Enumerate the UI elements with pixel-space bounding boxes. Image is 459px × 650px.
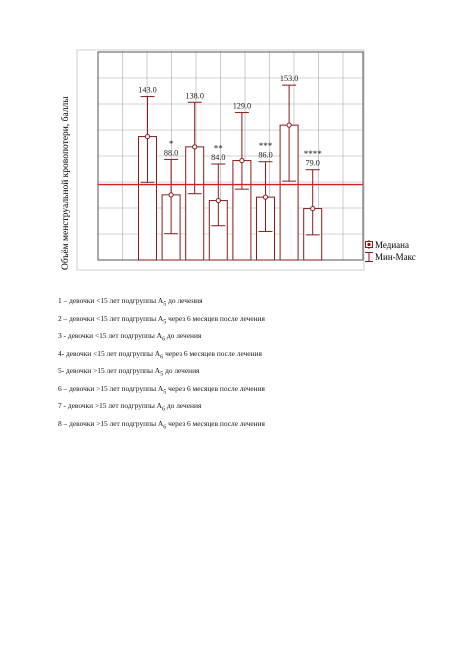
- median-marker-5: [240, 158, 244, 162]
- max-value-label-7: 153.0: [279, 74, 299, 84]
- note-text-tail: через 6 месяцев после лечения: [166, 313, 265, 323]
- note-line-8: [58, 417, 448, 435]
- max-value-label-3: 138.0: [185, 91, 204, 101]
- note-text-tail: через 6 месяцев после лечения: [166, 418, 265, 428]
- median-marker-3: [193, 145, 197, 149]
- max-value-label-5: 129.0: [232, 101, 252, 111]
- note-text: 8 – девочки >15 лет подгруппы А: [58, 418, 164, 428]
- note-text-tail: до лечения: [165, 331, 202, 341]
- note-line-3: [58, 329, 448, 347]
- median-marker-4: [216, 198, 220, 202]
- note-line-6: [58, 382, 448, 400]
- note-subscript: 5: [163, 301, 167, 308]
- note-text-tail: до лечения: [163, 366, 200, 376]
- note-text-tail: через 6 месяцев после лечения: [166, 383, 265, 393]
- median-marker-2: [169, 193, 173, 197]
- significance-mark-2: *: [168, 138, 174, 149]
- significance-mark-4: **: [213, 143, 223, 154]
- note-text: 2 – девочки <15 лет подгруппы А: [58, 313, 164, 323]
- note-text: 1 – девочки <15 лет подгруппы А: [58, 296, 164, 305]
- note-line-4: [58, 347, 448, 365]
- note-text: 7 - девочки >15 лет подгруппы А: [58, 401, 162, 411]
- legend-median-dot-icon: [367, 243, 370, 246]
- note-line-1: [58, 294, 448, 312]
- note-subscript: 6: [161, 406, 166, 413]
- group-notes: [58, 294, 448, 435]
- note-text: 5- девочки >15 лет подгруппы А: [58, 366, 161, 376]
- note-line-5: [58, 364, 448, 382]
- note-subscript: 5: [160, 371, 164, 378]
- note-subscript: 6: [160, 354, 164, 361]
- max-value-label-4: 84.0: [211, 153, 226, 162]
- max-value-label-6: 86.0: [258, 150, 273, 160]
- significance-mark-6: ***: [258, 141, 273, 152]
- note-text: 4- девочки <15 лет подгруппы А: [58, 348, 161, 358]
- median-marker-6: [263, 195, 267, 199]
- note-subscript: 5: [163, 389, 167, 396]
- note-text-tail: до лечения: [166, 296, 203, 305]
- note-subscript: 6: [161, 336, 166, 343]
- max-value-label-8: 79.0: [305, 158, 320, 168]
- significance-mark-8: ****: [303, 149, 322, 160]
- note-text-tail: до лечения: [165, 401, 202, 411]
- note-text-tail: через 6 месяцев после лечения: [163, 348, 262, 358]
- note-line-2: [58, 312, 448, 330]
- y-axis-label: Объём менструальной кровопотери, баллы: [61, 96, 71, 270]
- note-subscript: 6: [163, 424, 167, 431]
- median-marker-8: [311, 206, 315, 210]
- max-value-label-2: 88.0: [163, 148, 179, 158]
- median-marker-1: [145, 134, 149, 138]
- legend: [365, 240, 416, 262]
- note-text: 3 - девочки <15 лет подгруппы А: [58, 331, 162, 341]
- max-value-label-1: 143.0: [138, 85, 157, 95]
- median-marker-7: [287, 123, 291, 127]
- note-text: 6 – девочки >15 лет подгруппы А: [58, 383, 164, 393]
- legend-minmax-label: Мин-Макс: [375, 252, 416, 262]
- note-subscript: 5: [163, 319, 167, 326]
- legend-median-label: Медиана: [375, 240, 409, 250]
- note-line-7: [58, 399, 448, 417]
